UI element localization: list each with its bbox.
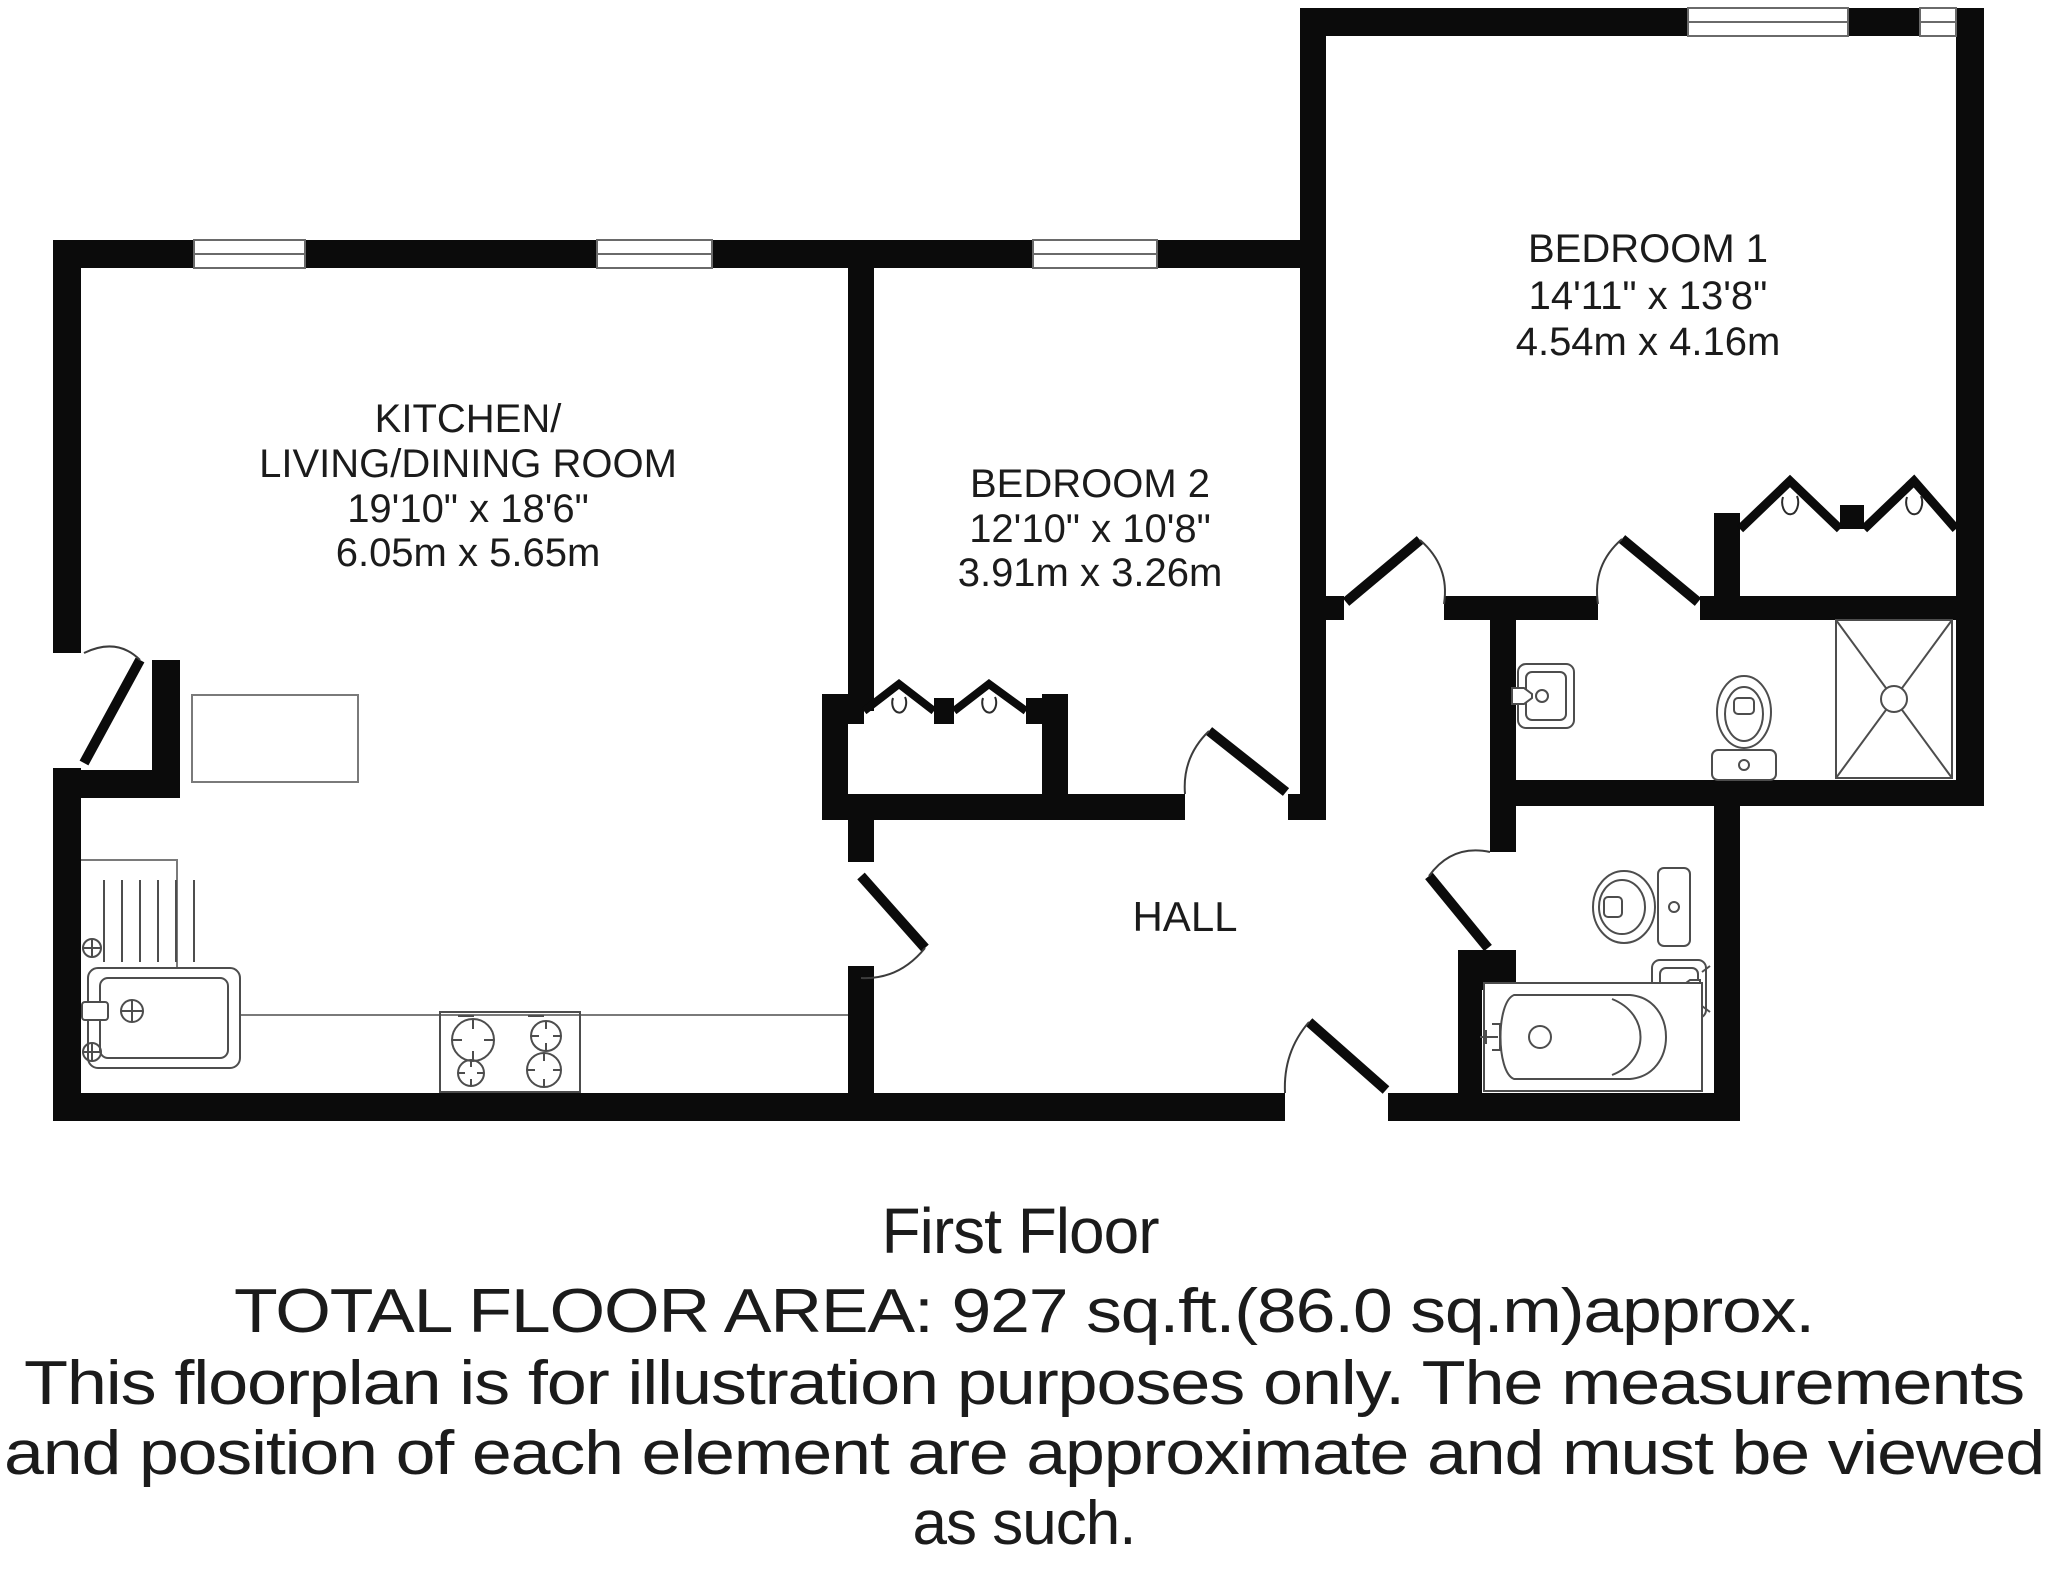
- ensuite-door-icon: [1597, 539, 1698, 604]
- sink-icon: [1512, 664, 1574, 728]
- bathroom-door-icon: [1429, 850, 1490, 948]
- kitchen-label-line2: LIVING/DINING ROOM: [259, 442, 677, 486]
- ensuite-fixtures: [1512, 620, 1952, 780]
- kitchen-hall-door-icon: [861, 876, 925, 978]
- hob-icon: [440, 1012, 580, 1092]
- bedroom1-dims-imperial: 14'11" x 13'8": [1528, 274, 1768, 318]
- floor-caption: First Floor: [881, 1195, 1159, 1267]
- toilet-icon: [1593, 868, 1690, 946]
- bedroom2-label: BEDROOM 2: [969, 462, 1211, 506]
- bedroom2-dims-imperial: 12'10" x 10'8": [969, 507, 1211, 551]
- disclaimer-line1: This floorplan is for illustration purposes only. The measurements: [24, 1349, 2025, 1418]
- toilet-icon: [1712, 676, 1776, 780]
- kitchen-side-door-icon: [84, 646, 140, 763]
- bedroom2-dims-metric: 3.91m x 3.26m: [957, 551, 1223, 595]
- total-area-caption: TOTAL FLOOR AREA: 927 sq.ft.(86.0 sq.m)approx.: [234, 1277, 1814, 1346]
- window-icon: [194, 240, 305, 268]
- kitchen-dims-imperial: 19'10" x 18'6": [347, 487, 589, 531]
- bedroom1-label: BEDROOM 1: [1527, 227, 1769, 271]
- bedroom2-door-icon: [1185, 731, 1286, 794]
- kitchen-label-line1: KITCHEN/: [374, 397, 562, 441]
- shower-icon: [1836, 620, 1952, 778]
- entrance-door-icon: [1285, 1022, 1386, 1093]
- disclaimer-line2: and position of each element are approximate and must be viewed: [4, 1419, 2044, 1488]
- labels: [259, 227, 1780, 940]
- disclaimer-line3: as such.: [912, 1489, 1136, 1558]
- kitchen-dims-metric: 6.05m x 5.65m: [335, 531, 601, 575]
- kitchen-fixtures: [81, 695, 848, 1092]
- window-icon: [1920, 8, 1956, 36]
- bathtub-icon: [1480, 983, 1702, 1091]
- window-icon: [1033, 240, 1157, 268]
- bedroom1-door-icon: [1346, 540, 1445, 604]
- window-icon: [1688, 8, 1848, 36]
- window-icon: [597, 240, 712, 268]
- captions: [4, 1195, 2044, 1558]
- kitchen-sink-icon: [82, 880, 240, 1068]
- hall-label: HALL: [1132, 893, 1238, 940]
- bedroom1-dims-metric: 4.54m x 4.16m: [1515, 320, 1781, 364]
